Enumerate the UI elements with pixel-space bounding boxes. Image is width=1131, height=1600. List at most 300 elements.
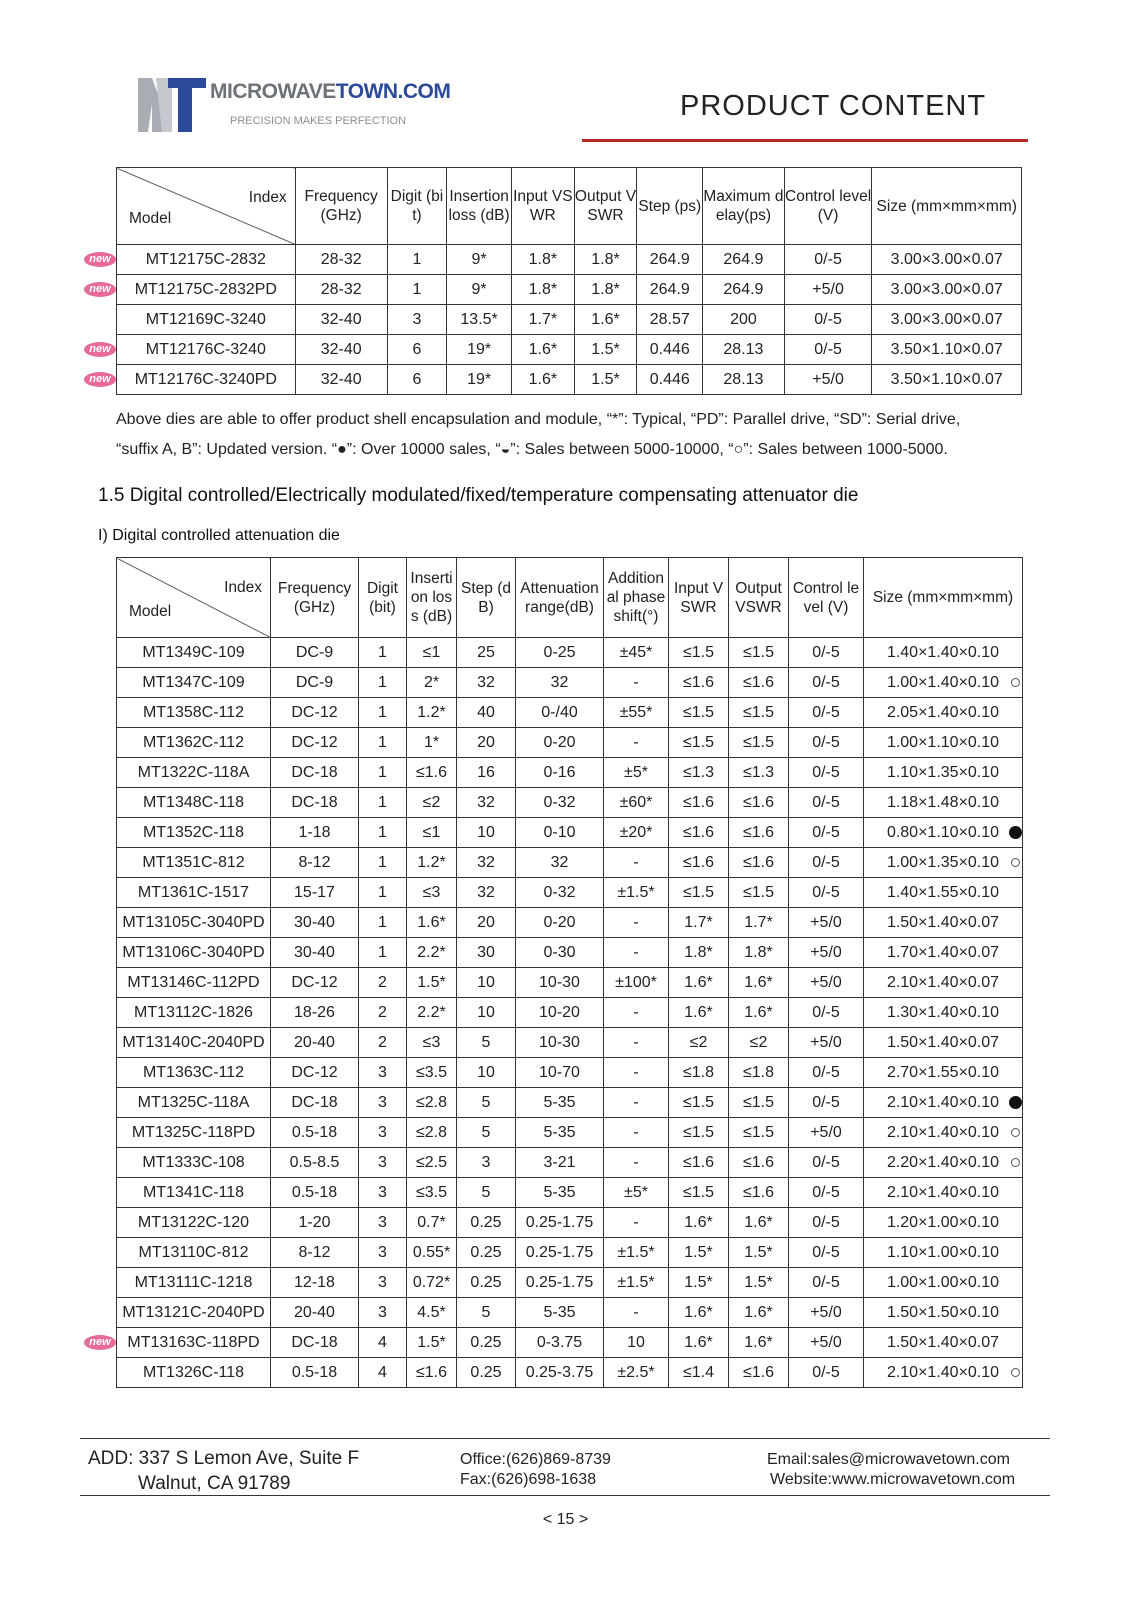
cell-in-vswr: 1.5* bbox=[669, 1268, 729, 1298]
cell-ctrl: +5/0 bbox=[789, 1328, 864, 1358]
cell-size: 1.00×1.00×0.10 bbox=[864, 1268, 1023, 1298]
header-model-index: Index Model bbox=[117, 558, 271, 638]
cell-model: MT1352C-118 bbox=[117, 818, 271, 848]
cell-digit: 2 bbox=[359, 968, 407, 998]
cell-loss: 19* bbox=[447, 365, 512, 395]
cell-range: 10-30 bbox=[516, 1028, 604, 1058]
new-badge: new bbox=[84, 342, 116, 357]
cell-step: 0.25 bbox=[457, 1268, 516, 1298]
cell-range: 3-21 bbox=[516, 1148, 604, 1178]
cell-in-vswr: 1.5* bbox=[669, 1238, 729, 1268]
cell-size: 2.70×1.55×0.10 bbox=[864, 1058, 1023, 1088]
cell-phase: ±5* bbox=[604, 1178, 669, 1208]
cell-loss: 2* bbox=[407, 668, 457, 698]
cell-step: 40 bbox=[457, 698, 516, 728]
cell-phase: 10 bbox=[604, 1328, 669, 1358]
cell-loss: 2.2* bbox=[407, 938, 457, 968]
cell-model: MT13140C-2040PD bbox=[117, 1028, 271, 1058]
table-row bbox=[117, 878, 1023, 908]
cell-in-vswr: ≤1.6 bbox=[669, 848, 729, 878]
cell-loss: ≤3 bbox=[407, 1028, 457, 1058]
footer-divider bbox=[80, 1438, 1050, 1439]
table-row bbox=[117, 1118, 1023, 1148]
cell-range: 32 bbox=[516, 668, 604, 698]
sales-1000-5000-icon bbox=[1011, 678, 1020, 687]
cell-in-vswr: 1.6* bbox=[669, 1208, 729, 1238]
cell-model: MT1348C-118 bbox=[117, 788, 271, 818]
cell-digit: 3 bbox=[359, 1118, 407, 1148]
cell-digit: 6 bbox=[387, 335, 447, 365]
cell-delay: 28.13 bbox=[703, 365, 785, 395]
cell-digit: 3 bbox=[359, 1208, 407, 1238]
cell-step: 264.9 bbox=[637, 275, 703, 305]
cell-phase: ±55* bbox=[604, 698, 669, 728]
header-digit: Digit (bit) bbox=[359, 558, 407, 638]
cell-step: 32 bbox=[457, 788, 516, 818]
cell-size: 1.00×1.10×0.10 bbox=[864, 728, 1023, 758]
cell-ctrl: 0/-5 bbox=[789, 818, 864, 848]
cell-freq: 32-40 bbox=[295, 335, 387, 365]
table-row bbox=[117, 1268, 1023, 1298]
sales-1000-5000-icon bbox=[1011, 1368, 1020, 1377]
cell-step: 10 bbox=[457, 818, 516, 848]
cell-step: 264.9 bbox=[637, 245, 703, 275]
cell-freq: DC-18 bbox=[271, 1328, 359, 1358]
cell-range: 5-35 bbox=[516, 1298, 604, 1328]
cell-size: 1.00×1.35×0.10 bbox=[864, 848, 1023, 878]
cell-digit: 3 bbox=[359, 1088, 407, 1118]
cell-ctrl: +5/0 bbox=[789, 1028, 864, 1058]
cell-loss: 1.6* bbox=[407, 908, 457, 938]
cell-digit: 1 bbox=[387, 275, 447, 305]
new-badge: new bbox=[84, 282, 116, 297]
cell-size: 1.00×1.40×0.10 bbox=[864, 668, 1023, 698]
table-row bbox=[117, 1058, 1023, 1088]
cell-range: 0.25-1.75 bbox=[516, 1268, 604, 1298]
header-max-delay: Maximum delay(ps) bbox=[703, 168, 785, 245]
cell-digit: 1 bbox=[359, 668, 407, 698]
cell-in-vswr: ≤1.5 bbox=[669, 638, 729, 668]
cell-model: MT13111C-1218 bbox=[117, 1268, 271, 1298]
cell-ctrl: 0/-5 bbox=[789, 1088, 864, 1118]
table-row bbox=[117, 698, 1023, 728]
cell-size: 3.00×3.00×0.07 bbox=[872, 275, 1022, 305]
cell-loss: 9* bbox=[447, 275, 512, 305]
cell-model: MT13112C-1826 bbox=[117, 998, 271, 1028]
cell-model: MT12175C-2832PD bbox=[117, 275, 296, 305]
sales-over-10000-icon bbox=[1009, 1096, 1022, 1109]
cell-range: 5-35 bbox=[516, 1088, 604, 1118]
table-row bbox=[117, 335, 1022, 365]
cell-model: MT1349C-109 bbox=[117, 638, 271, 668]
cell-freq: DC-18 bbox=[271, 788, 359, 818]
header-step: Step (dB) bbox=[457, 558, 516, 638]
cell-loss: 4.5* bbox=[407, 1298, 457, 1328]
table-row bbox=[117, 638, 1023, 668]
header-model-index: Index Model bbox=[117, 168, 296, 245]
cell-step: 10 bbox=[457, 1058, 516, 1088]
cell-in-vswr: 1.6* bbox=[669, 1298, 729, 1328]
cell-loss: 1.2* bbox=[407, 848, 457, 878]
cell-in-vswr: ≤2 bbox=[669, 1028, 729, 1058]
cell-out-vswr: ≤1.5 bbox=[729, 728, 789, 758]
delay-line-spec-table bbox=[116, 167, 1022, 395]
new-badge: new bbox=[84, 1335, 116, 1350]
table-row bbox=[117, 1298, 1023, 1328]
cell-range: 0-10 bbox=[516, 818, 604, 848]
cell-freq: 0.5-18 bbox=[271, 1178, 359, 1208]
cell-in-vswr: ≤1.6 bbox=[669, 818, 729, 848]
cell-in-vswr: ≤1.5 bbox=[669, 1178, 729, 1208]
cell-range: 0-32 bbox=[516, 878, 604, 908]
cell-out-vswr: 1.5* bbox=[729, 1268, 789, 1298]
footer-office-phone: Office:(626)869-8739 bbox=[460, 1451, 611, 1468]
table-row bbox=[117, 245, 1022, 275]
cell-in-vswr: 1.6* bbox=[669, 1328, 729, 1358]
cell-range: 5-35 bbox=[516, 1118, 604, 1148]
cell-ctrl: 0/-5 bbox=[789, 728, 864, 758]
table-row bbox=[117, 275, 1022, 305]
cell-ctrl: 0/-5 bbox=[789, 1358, 864, 1388]
cell-size: 2.10×1.40×0.10 bbox=[864, 1118, 1023, 1148]
cell-freq: 20-40 bbox=[271, 1298, 359, 1328]
header-step: Step (ps) bbox=[637, 168, 703, 245]
cell-in-vswr: 1.7* bbox=[511, 305, 574, 335]
cell-ctrl: 0/-5 bbox=[789, 848, 864, 878]
cell-range: 0.25-1.75 bbox=[516, 1238, 604, 1268]
cell-digit: 3 bbox=[359, 1178, 407, 1208]
cell-out-vswr: ≤1.5 bbox=[729, 698, 789, 728]
cell-loss: ≤2.8 bbox=[407, 1118, 457, 1148]
cell-size: 3.00×3.00×0.07 bbox=[872, 305, 1022, 335]
cell-step: 5 bbox=[457, 1088, 516, 1118]
cell-loss: ≤3 bbox=[407, 878, 457, 908]
cell-digit: 3 bbox=[359, 1148, 407, 1178]
cell-loss: ≤1 bbox=[407, 638, 457, 668]
cell-out-vswr: 1.6* bbox=[574, 305, 637, 335]
sales-over-10000-icon bbox=[1009, 826, 1022, 839]
cell-freq: DC-9 bbox=[271, 668, 359, 698]
cell-step: 30 bbox=[457, 938, 516, 968]
header-insertion-loss: Insertion loss (dB) bbox=[447, 168, 512, 245]
cell-loss: 1.5* bbox=[407, 1328, 457, 1358]
cell-step: 25 bbox=[457, 638, 516, 668]
cell-ctrl: +5/0 bbox=[789, 908, 864, 938]
cell-out-vswr: ≤1.6 bbox=[729, 818, 789, 848]
cell-model: MT1358C-112 bbox=[117, 698, 271, 728]
table-row bbox=[117, 788, 1023, 818]
cell-step: 32 bbox=[457, 668, 516, 698]
cell-out-vswr: 1.5* bbox=[729, 1238, 789, 1268]
cell-step: 20 bbox=[457, 908, 516, 938]
cell-loss: 0.7* bbox=[407, 1208, 457, 1238]
sales-1000-5000-icon bbox=[1011, 858, 1020, 867]
cell-digit: 2 bbox=[359, 998, 407, 1028]
cell-digit: 3 bbox=[359, 1058, 407, 1088]
cell-out-vswr: ≤1.6 bbox=[729, 668, 789, 698]
table-row bbox=[117, 1328, 1023, 1358]
cell-range: 0-20 bbox=[516, 908, 604, 938]
cell-ctrl: 0/-5 bbox=[789, 998, 864, 1028]
cell-phase: - bbox=[604, 728, 669, 758]
cell-ctrl: 0/-5 bbox=[789, 1148, 864, 1178]
cell-step: 16 bbox=[457, 758, 516, 788]
cell-loss: 9* bbox=[447, 245, 512, 275]
table-row bbox=[117, 1358, 1023, 1388]
table-row bbox=[117, 1238, 1023, 1268]
cell-size: 1.40×1.40×0.10 bbox=[864, 638, 1023, 668]
cell-model: MT1347C-109 bbox=[117, 668, 271, 698]
cell-freq: DC-12 bbox=[271, 1058, 359, 1088]
cell-out-vswr: ≤1.3 bbox=[729, 758, 789, 788]
cell-digit: 4 bbox=[359, 1328, 407, 1358]
table-row bbox=[117, 728, 1023, 758]
cell-ctrl: 0/-5 bbox=[789, 758, 864, 788]
cell-loss: 19* bbox=[447, 335, 512, 365]
cell-phase: - bbox=[604, 1298, 669, 1328]
cell-size: 2.10×1.40×0.10 bbox=[864, 1088, 1023, 1118]
header-control-level: Control level (V) bbox=[789, 558, 864, 638]
cell-model: MT1361C-1517 bbox=[117, 878, 271, 908]
cell-model: MT13163C-118PD bbox=[117, 1328, 271, 1358]
cell-step: 5 bbox=[457, 1178, 516, 1208]
cell-size: 1.50×1.40×0.07 bbox=[864, 1028, 1023, 1058]
cell-in-vswr: 1.7* bbox=[669, 908, 729, 938]
cell-out-vswr: ≤1.6 bbox=[729, 1358, 789, 1388]
cell-out-vswr: ≤2 bbox=[729, 1028, 789, 1058]
cell-step: 0.25 bbox=[457, 1328, 516, 1358]
cell-freq: 12-18 bbox=[271, 1268, 359, 1298]
cell-phase: - bbox=[604, 1028, 669, 1058]
cell-freq: 1-20 bbox=[271, 1208, 359, 1238]
new-badge: new bbox=[84, 372, 116, 387]
cell-loss: ≤3.5 bbox=[407, 1178, 457, 1208]
cell-freq: DC-18 bbox=[271, 1088, 359, 1118]
footer-website: Website:www.microwavetown.com bbox=[770, 1471, 1016, 1488]
cell-phase: - bbox=[604, 908, 669, 938]
cell-loss: 1.2* bbox=[407, 698, 457, 728]
cell-in-vswr: 1.8* bbox=[511, 245, 574, 275]
cell-range: 0-25 bbox=[516, 638, 604, 668]
cell-loss: ≤1 bbox=[407, 818, 457, 848]
table-row bbox=[117, 1208, 1023, 1238]
table-row bbox=[117, 818, 1023, 848]
cell-step: 5 bbox=[457, 1118, 516, 1148]
cell-model: MT1333C-108 bbox=[117, 1148, 271, 1178]
note-line-2: “suffix A, B”: Updated version. “●”: Over 10000 sales, “◒”: Sales between 5000-10000, “○”: Sales between 1000-5000. bbox=[116, 441, 948, 458]
cell-step: 5 bbox=[457, 1028, 516, 1058]
table-row bbox=[117, 1088, 1023, 1118]
header-insertion-loss: Insertion loss (dB) bbox=[407, 558, 457, 638]
cell-freq: DC-12 bbox=[271, 968, 359, 998]
cell-range: 5-35 bbox=[516, 1178, 604, 1208]
table-row bbox=[117, 1148, 1023, 1178]
table-row bbox=[117, 908, 1023, 938]
header-attenuation-range: Attenuation range(dB) bbox=[516, 558, 604, 638]
cell-size: 2.10×1.40×0.07 bbox=[864, 968, 1023, 998]
cell-model: MT12176C-3240 bbox=[117, 335, 296, 365]
cell-out-vswr: 1.8* bbox=[574, 275, 637, 305]
cell-digit: 1 bbox=[359, 698, 407, 728]
cell-in-vswr: 1.8* bbox=[511, 275, 574, 305]
cell-model: MT13121C-2040PD bbox=[117, 1298, 271, 1328]
cell-freq: 8-12 bbox=[271, 1238, 359, 1268]
cell-out-vswr: ≤1.6 bbox=[729, 1178, 789, 1208]
cell-ctrl: +5/0 bbox=[789, 1118, 864, 1148]
header-frequency: Frequency (GHz) bbox=[271, 558, 359, 638]
brand-name: MICROWAVETOWN.COM bbox=[210, 80, 451, 103]
cell-step: 0.25 bbox=[457, 1358, 516, 1388]
cell-ctrl: 0/-5 bbox=[789, 668, 864, 698]
cell-loss: ≤3.5 bbox=[407, 1058, 457, 1088]
cell-out-vswr: 1.6* bbox=[729, 968, 789, 998]
cell-out-vswr: 1.5* bbox=[574, 335, 637, 365]
cell-loss: ≤1.6 bbox=[407, 1358, 457, 1388]
cell-digit: 3 bbox=[387, 305, 447, 335]
cell-ctrl: +5/0 bbox=[784, 365, 872, 395]
sales-1000-5000-icon bbox=[1011, 1128, 1020, 1137]
cell-digit: 1 bbox=[359, 728, 407, 758]
header-input-vswr: Input VSWR bbox=[669, 558, 729, 638]
cell-size: 1.50×1.50×0.10 bbox=[864, 1298, 1023, 1328]
cell-range: 0-30 bbox=[516, 938, 604, 968]
cell-out-vswr: ≤1.5 bbox=[729, 638, 789, 668]
cell-digit: 1 bbox=[359, 758, 407, 788]
cell-phase: ±1.5* bbox=[604, 1268, 669, 1298]
new-badge: new bbox=[84, 252, 116, 267]
cell-in-vswr: 1.6* bbox=[511, 365, 574, 395]
cell-size: 2.05×1.40×0.10 bbox=[864, 698, 1023, 728]
cell-ctrl: 0/-5 bbox=[789, 878, 864, 908]
cell-out-vswr: ≤1.5 bbox=[729, 1118, 789, 1148]
cell-range: 10-30 bbox=[516, 968, 604, 998]
cell-model: MT13122C-120 bbox=[117, 1208, 271, 1238]
table-row bbox=[117, 938, 1023, 968]
cell-step: 28.57 bbox=[637, 305, 703, 335]
cell-size: 1.50×1.40×0.07 bbox=[864, 1328, 1023, 1358]
cell-freq: 32-40 bbox=[295, 305, 387, 335]
cell-ctrl: +5/0 bbox=[784, 275, 872, 305]
cell-step: 5 bbox=[457, 1298, 516, 1328]
title-underline bbox=[582, 139, 1028, 142]
cell-step: 0.446 bbox=[637, 335, 703, 365]
cell-ctrl: 0/-5 bbox=[789, 1058, 864, 1088]
header-frequency: Frequency (GHz) bbox=[295, 168, 387, 245]
cell-phase: - bbox=[604, 938, 669, 968]
subsection-heading: I) Digital controlled attenuation die bbox=[98, 527, 340, 544]
cell-digit: 1 bbox=[359, 938, 407, 968]
cell-delay: 200 bbox=[703, 305, 785, 335]
cell-size: 1.70×1.40×0.07 bbox=[864, 938, 1023, 968]
cell-freq: 0.5-18 bbox=[271, 1118, 359, 1148]
cell-freq: DC-12 bbox=[271, 728, 359, 758]
cell-freq: 28-32 bbox=[295, 275, 387, 305]
cell-phase: - bbox=[604, 1058, 669, 1088]
header-size: Size (mm×mm×mm) bbox=[872, 168, 1022, 245]
company-logo bbox=[138, 74, 451, 136]
cell-range: 10-20 bbox=[516, 998, 604, 1028]
cell-digit: 1 bbox=[359, 788, 407, 818]
cell-range: 0-32 bbox=[516, 788, 604, 818]
cell-range: 0-20 bbox=[516, 728, 604, 758]
cell-digit: 1 bbox=[359, 848, 407, 878]
table-row bbox=[117, 668, 1023, 698]
cell-in-vswr: 1.8* bbox=[669, 938, 729, 968]
cell-digit: 1 bbox=[359, 908, 407, 938]
table-row bbox=[117, 1028, 1023, 1058]
cell-in-vswr: 1.6* bbox=[669, 998, 729, 1028]
cell-ctrl: 0/-5 bbox=[784, 335, 872, 365]
table-row bbox=[117, 305, 1022, 335]
cell-phase: - bbox=[604, 1148, 669, 1178]
cell-freq: 15-17 bbox=[271, 878, 359, 908]
cell-phase: ±100* bbox=[604, 968, 669, 998]
cell-loss: 1.5* bbox=[407, 968, 457, 998]
cell-freq: 18-26 bbox=[271, 998, 359, 1028]
cell-model: MT1363C-112 bbox=[117, 1058, 271, 1088]
cell-out-vswr: 1.6* bbox=[729, 1298, 789, 1328]
cell-ctrl: 0/-5 bbox=[789, 1178, 864, 1208]
cell-phase: ±20* bbox=[604, 818, 669, 848]
table-row bbox=[117, 968, 1023, 998]
cell-delay: 264.9 bbox=[703, 245, 785, 275]
header-size: Size (mm×mm×mm) bbox=[864, 558, 1023, 638]
cell-in-vswr: ≤1.6 bbox=[669, 1148, 729, 1178]
cell-digit: 3 bbox=[359, 1268, 407, 1298]
cell-step: 20 bbox=[457, 728, 516, 758]
cell-model: MT1322C-118A bbox=[117, 758, 271, 788]
footer-divider-bottom bbox=[80, 1495, 1050, 1496]
cell-loss: 0.55* bbox=[407, 1238, 457, 1268]
cell-model: MT13146C-112PD bbox=[117, 968, 271, 998]
cell-phase: - bbox=[604, 1208, 669, 1238]
cell-digit: 2 bbox=[359, 1028, 407, 1058]
cell-phase: ±1.5* bbox=[604, 878, 669, 908]
section-heading: 1.5 Digital controlled/Electrically modulated/fixed/temperature compensating attenuator die bbox=[98, 485, 859, 506]
cell-in-vswr: ≤1.5 bbox=[669, 728, 729, 758]
cell-size: 1.50×1.40×0.07 bbox=[864, 908, 1023, 938]
cell-ctrl: 0/-5 bbox=[784, 305, 872, 335]
cell-loss: 2.2* bbox=[407, 998, 457, 1028]
footer-email: Email:sales@microwavetown.com bbox=[767, 1451, 1010, 1468]
cell-phase: - bbox=[604, 1118, 669, 1148]
cell-size: 0.80×1.10×0.10 bbox=[864, 818, 1023, 848]
cell-in-vswr: ≤1.4 bbox=[669, 1358, 729, 1388]
cell-size: 1.18×1.48×0.10 bbox=[864, 788, 1023, 818]
cell-out-vswr: 1.8* bbox=[574, 245, 637, 275]
footer-address-line-2: Walnut, CA 91789 bbox=[138, 1473, 291, 1494]
cell-freq: DC-9 bbox=[271, 638, 359, 668]
cell-in-vswr: ≤1.8 bbox=[669, 1058, 729, 1088]
cell-digit: 6 bbox=[387, 365, 447, 395]
cell-model: MT12175C-2832 bbox=[117, 245, 296, 275]
header-phase-shift: Additional phase shift(°) bbox=[604, 558, 669, 638]
header-output-vswr: Output VSWR bbox=[574, 168, 637, 245]
cell-delay: 28.13 bbox=[703, 335, 785, 365]
cell-in-vswr: ≤1.5 bbox=[669, 1118, 729, 1148]
brand-tagline: PRECISION MAKES PERFECTION bbox=[230, 115, 407, 127]
cell-phase: ±5* bbox=[604, 758, 669, 788]
cell-range: 0.25-3.75 bbox=[516, 1358, 604, 1388]
sales-1000-5000-icon bbox=[1011, 1158, 1020, 1167]
cell-digit: 1 bbox=[359, 818, 407, 848]
cell-digit: 3 bbox=[359, 1238, 407, 1268]
cell-in-vswr: ≤1.5 bbox=[669, 878, 729, 908]
cell-size: 1.20×1.00×0.10 bbox=[864, 1208, 1023, 1238]
cell-step: 32 bbox=[457, 878, 516, 908]
cell-size: 3.00×3.00×0.07 bbox=[872, 245, 1022, 275]
cell-freq: 30-40 bbox=[271, 908, 359, 938]
